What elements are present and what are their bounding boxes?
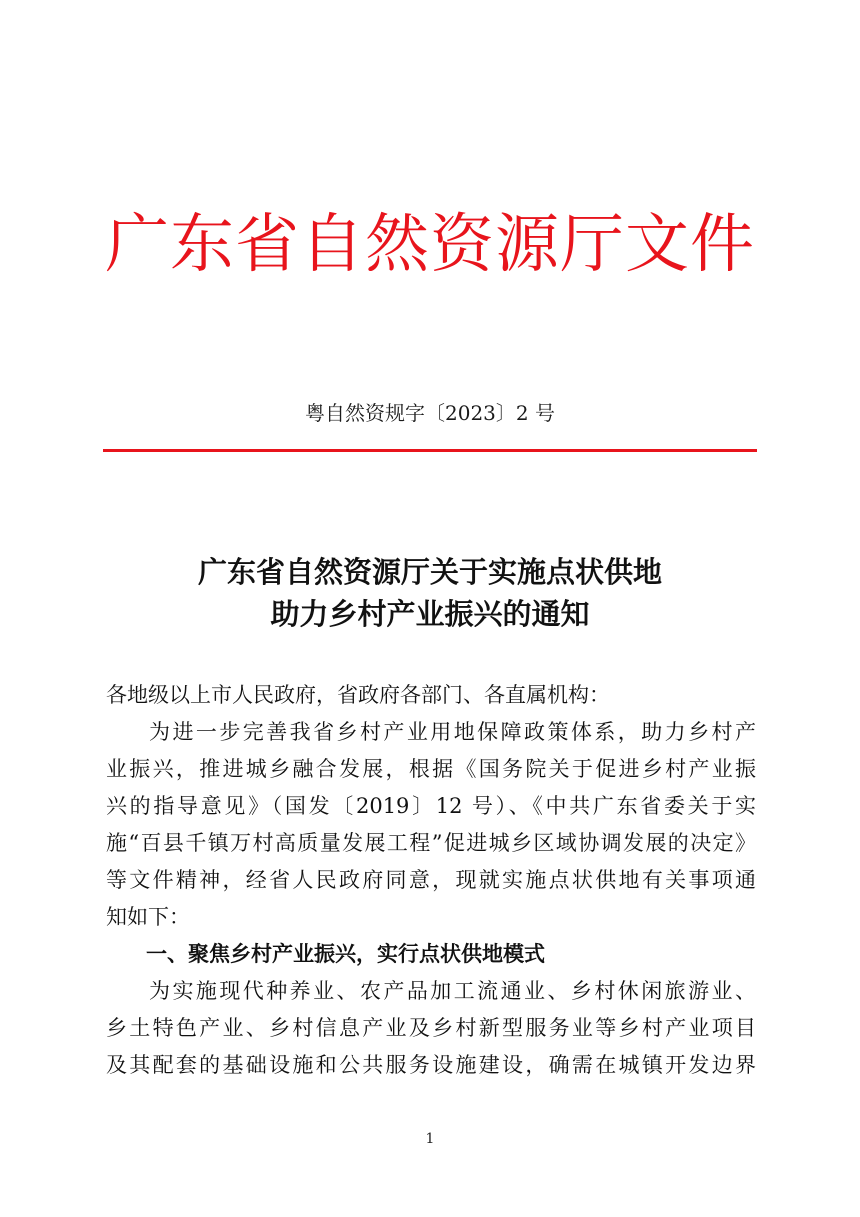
document-body: [106, 677, 756, 1084]
paragraph-1: [106, 714, 756, 936]
page-number: 1: [425, 1131, 435, 1147]
paragraph-line: 知如下：: [106, 905, 190, 929]
notice-title-line-1: 广东省自然资源厅关于实施点状供地: [197, 555, 662, 589]
paragraph-line: 及其配套的基础设施和公共服务设施建设，确需在城镇开发边界: [106, 1053, 756, 1077]
header-red-rule: [103, 449, 757, 452]
notice-title-line-2: 助力乡村产业振兴的通知: [270, 597, 590, 631]
section-1-heading: 一、聚焦乡村产业振兴，实行点状供地模式: [146, 942, 545, 966]
paragraph-line: 为实施现代种养业、农产品加工流通业、乡村休闲旅游业、: [149, 979, 756, 1003]
paragraph-line: 为进一步完善我省乡村产业用地保障政策体系，助力乡村产: [149, 720, 756, 744]
document-number: 粤自然资规字〔2023〕2 号: [305, 401, 555, 425]
paragraph-line: 业振兴，推进城乡融合发展，根据《国务院关于促进乡村产业振: [106, 757, 756, 781]
document-header-title: 广东省自然资源厅文件: [105, 208, 755, 282]
paragraph-line: 乡土特色产业、乡村信息产业及乡村新型服务业等乡村产业项目: [106, 1016, 756, 1040]
paragraph-line: 等文件精神，经省人民政府同意，现就实施点状供地有关事项通: [106, 868, 756, 892]
paragraph-line: 兴的指导意见》（国发〔2019〕12 号）、《中共广东省委关于实: [106, 794, 756, 818]
paragraph-line: 施“百县千镇万村高质量发展工程”促进城乡区域协调发展的决定》: [106, 831, 756, 855]
salutation: 各地级以上市人民政府，省政府各部门、各直属机构：: [106, 683, 610, 707]
paragraph-2: [106, 973, 756, 1084]
